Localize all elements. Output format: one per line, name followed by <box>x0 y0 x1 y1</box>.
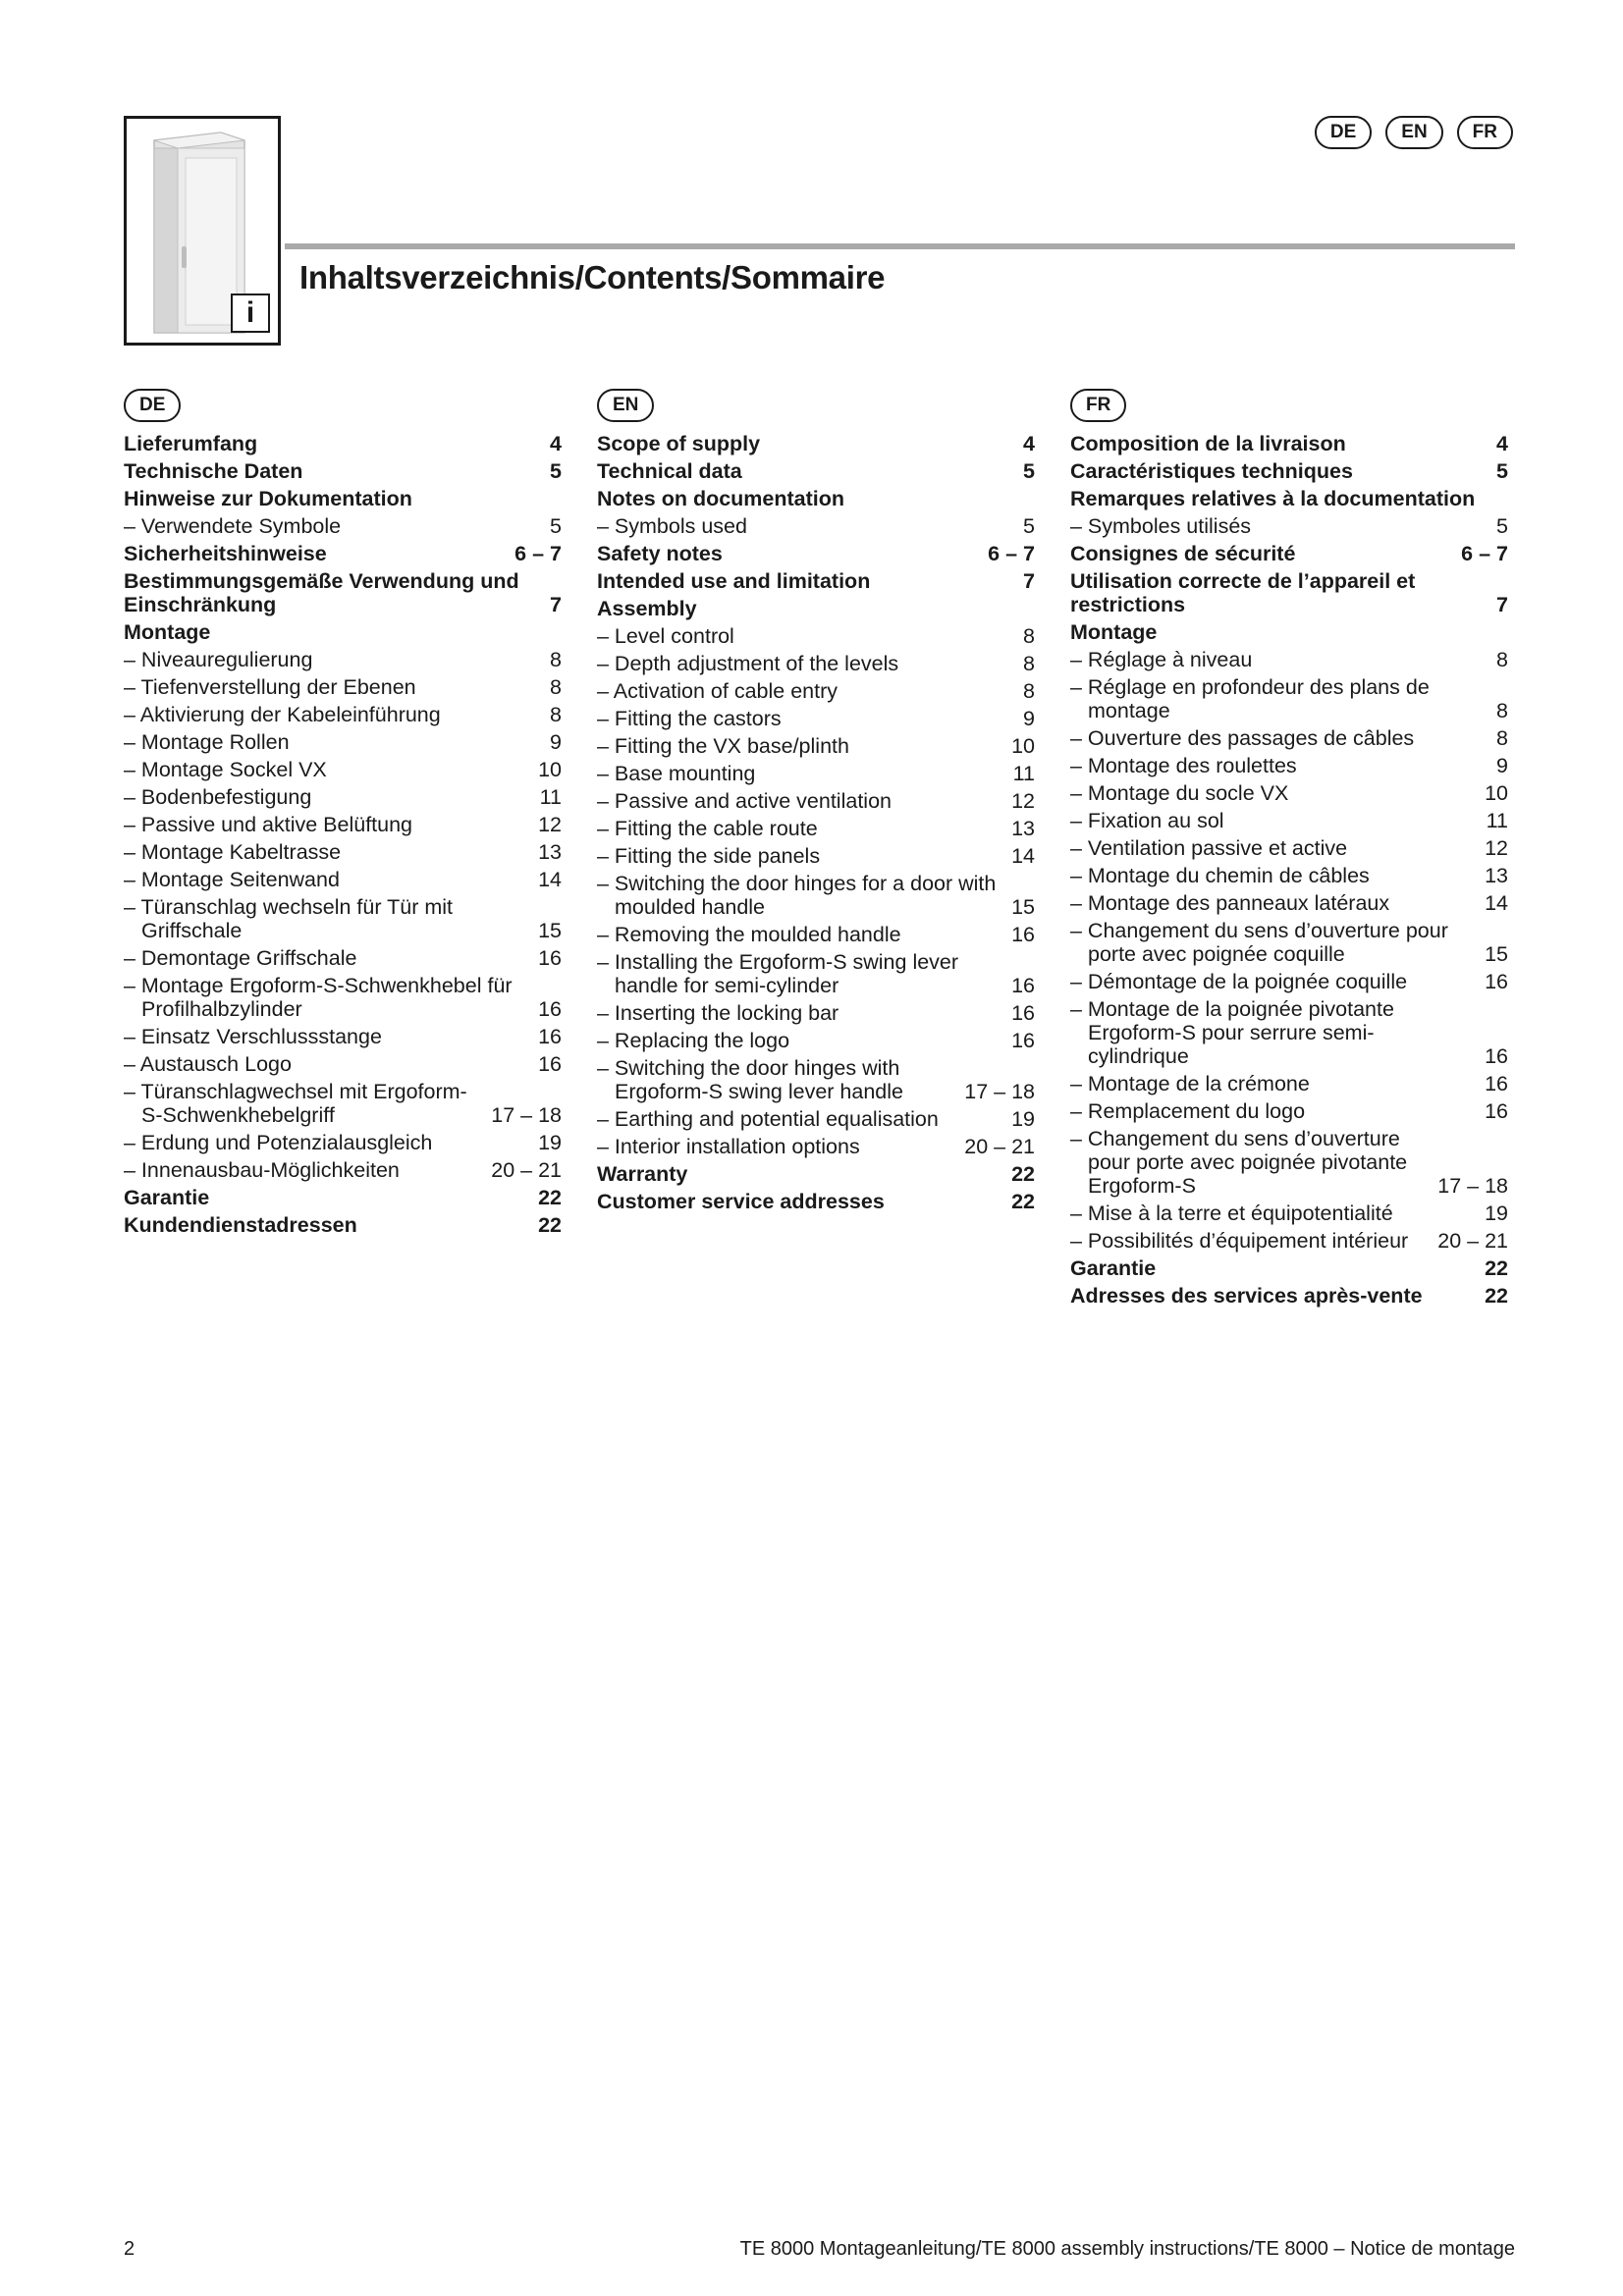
toc-entry-title: – Montage Sockel VX <box>124 758 327 781</box>
toc-entry-page: 13 <box>1485 864 1508 887</box>
toc-entry-page: 13 <box>538 840 562 864</box>
toc-entry-page: 16 <box>1485 1044 1508 1068</box>
toc-entry[interactable] <box>124 432 562 455</box>
toc-column-en <box>597 432 1035 1217</box>
toc-entry-page: 11 <box>1012 762 1035 785</box>
toc-entry[interactable] <box>124 459 562 483</box>
toc-entry-title: Warranty <box>597 1162 688 1186</box>
toc-entry[interactable] <box>124 1080 562 1127</box>
toc-entry-page: 8 <box>550 703 562 726</box>
language-badges <box>1315 116 1513 149</box>
toc-entry[interactable] <box>124 542 562 565</box>
toc-entry-title: – Inserting the locking bar <box>597 1001 839 1025</box>
toc-entry[interactable] <box>124 946 562 970</box>
toc-entry-page: 14 <box>1011 844 1035 868</box>
toc-entry[interactable] <box>124 1213 562 1237</box>
toc-entry[interactable] <box>124 514 562 538</box>
toc-entry-title: – Activation of cable entry <box>597 679 839 703</box>
toc-column-fr <box>1070 432 1508 1311</box>
toc-entry-title: – Base mounting <box>597 762 756 785</box>
toc-entry-title: – Montage du chemin de câbles <box>1070 864 1370 887</box>
toc-entry-title: – Fitting the castors <box>597 707 782 730</box>
toc-entry[interactable] <box>597 1056 1035 1103</box>
toc-entry-title: Garantie <box>1070 1256 1157 1280</box>
document-title-footer: TE 8000 Montageanleitung/TE 8000 assembly instructions/TE 8000 – Notice de montage <box>739 2238 1515 2260</box>
toc-entry-page: 16 <box>1011 923 1035 946</box>
toc-entry-title: – Symboles utilisés <box>1070 514 1252 538</box>
toc-entry[interactable] <box>597 1162 1035 1186</box>
lang-badge-de: DE <box>1315 116 1372 149</box>
toc-entry[interactable] <box>597 597 1035 620</box>
toc-entry[interactable] <box>597 1135 1035 1158</box>
toc-entry-page: 15 <box>538 919 562 942</box>
toc-entry-title: Consignes de sécurité <box>1070 542 1296 565</box>
toc-entry-title: – Replacing the logo <box>597 1029 790 1052</box>
toc-entry-page: 7 <box>1023 569 1035 593</box>
toc-entry[interactable] <box>1070 542 1508 565</box>
toc-entry[interactable] <box>1070 919 1508 966</box>
toc-entry-title: – Tiefenverstellung der Ebenen <box>124 675 416 699</box>
toc-entry-page: 16 <box>1011 974 1035 997</box>
toc-entry[interactable] <box>597 923 1035 946</box>
toc-entry-title: – Changement du sens d’ouverture pour porte avec poignée coquille <box>1070 919 1448 966</box>
toc-entry[interactable] <box>124 895 562 942</box>
toc-entry[interactable] <box>124 813 562 836</box>
toc-entry-title: – Bodenbefestigung <box>124 785 312 809</box>
toc-entry[interactable] <box>1070 891 1508 915</box>
toc-entry-title: Intended use and limitation <box>597 569 871 593</box>
toc-entry-page: 4 <box>550 432 562 455</box>
toc-entry[interactable] <box>1070 726 1508 750</box>
toc-entry-page: 22 <box>1011 1190 1035 1213</box>
toc-entry-title: – Démontage de la poignée coquille <box>1070 970 1408 993</box>
toc-entry-page: 22 <box>538 1186 562 1209</box>
toc-entry-page: 20 – 21 <box>1437 1229 1508 1253</box>
toc-entry-title: – Türanschlag wechseln für Tür mit Griffschale <box>124 895 453 942</box>
toc-entry-title: – Passive and active ventilation <box>597 789 892 813</box>
toc-entry-page: 12 <box>538 813 562 836</box>
toc-entry-page: 14 <box>1485 891 1508 915</box>
toc-entry-page: 7 <box>1496 593 1508 616</box>
toc-entry-title: – Switching the door hinges for a door with moulded handle <box>597 872 997 919</box>
toc-entry-page: 17 – 18 <box>964 1080 1035 1103</box>
toc-entry[interactable] <box>597 950 1035 997</box>
toc-entry-page: 10 <box>538 758 562 781</box>
toc-entry-title: – Montage de la crémone <box>1070 1072 1310 1095</box>
toc-entry-page: 16 <box>1011 1029 1035 1052</box>
toc-entry-title: – Innenausbau-Möglichkeiten <box>124 1158 400 1182</box>
toc-entry[interactable] <box>1070 1099 1508 1123</box>
toc-entry-title: – Niveauregulierung <box>124 648 313 671</box>
toc-entry-page: 4 <box>1023 432 1035 455</box>
toc-entry-page: 22 <box>1485 1284 1508 1308</box>
toc-entry-title: Composition de la livraison <box>1070 432 1346 455</box>
toc-entry-title: – Réglage en profondeur des plans de montage <box>1070 675 1430 722</box>
toc-entry-page: 15 <box>1011 895 1035 919</box>
toc-entry-title: – Montage Rollen <box>124 730 290 754</box>
toc-entry-page: 10 <box>1485 781 1508 805</box>
toc-entry[interactable] <box>597 707 1035 730</box>
toc-entry-page: 12 <box>1011 789 1035 813</box>
toc-entry[interactable] <box>597 652 1035 675</box>
toc-entry-title: – Demontage Griffschale <box>124 946 357 970</box>
toc-entry-title: – Interior installation options <box>597 1135 860 1158</box>
toc-entry[interactable] <box>597 789 1035 813</box>
toc-entry[interactable] <box>124 868 562 891</box>
toc-entry-title: – Fitting the cable route <box>597 817 818 840</box>
toc-entry-page: 11 <box>539 785 562 809</box>
toc-entry[interactable] <box>1070 1072 1508 1095</box>
toc-entry[interactable] <box>1070 432 1508 455</box>
toc-entry-page: 10 <box>1011 734 1035 758</box>
toc-entry[interactable] <box>1070 459 1508 483</box>
toc-entry-page: 12 <box>1485 836 1508 860</box>
toc-entry[interactable] <box>597 679 1035 703</box>
toc-entry-page: 19 <box>1011 1107 1035 1131</box>
toc-entry[interactable] <box>597 734 1035 758</box>
toc-entry-page: 6 – 7 <box>988 542 1035 565</box>
toc-entry[interactable] <box>1070 487 1508 510</box>
toc-entry-title: – Level control <box>597 624 734 648</box>
toc-entry-title: – Installing the Ergoform-S swing lever handle for semi-cylinder <box>597 950 959 997</box>
toc-entry-title: – Austausch Logo <box>124 1052 292 1076</box>
toc-entry[interactable] <box>124 648 562 671</box>
toc-entry[interactable] <box>124 840 562 864</box>
toc-entry-page: 16 <box>1011 1001 1035 1025</box>
toc-entry[interactable] <box>1070 648 1508 671</box>
toc-entry[interactable] <box>597 514 1035 538</box>
toc-entry-page: 6 – 7 <box>514 542 562 565</box>
toc-entry-page: 20 – 21 <box>964 1135 1035 1158</box>
toc-entry-title: – Montage des panneaux latéraux <box>1070 891 1390 915</box>
toc-entry-page: 8 <box>1023 679 1035 703</box>
toc-entry[interactable] <box>1070 781 1508 805</box>
toc-entry[interactable] <box>124 758 562 781</box>
toc-entry-title: – Fitting the side panels <box>597 844 821 868</box>
toc-entry-title: – Mise à la terre et équipotentialité <box>1070 1201 1393 1225</box>
toc-entry-title: Sicherheitshinweise <box>124 542 327 565</box>
toc-entry-page: 16 <box>538 997 562 1021</box>
toc-entry[interactable] <box>124 1131 562 1154</box>
toc-entry[interactable] <box>124 620 562 644</box>
lang-badge-fr: FR <box>1457 116 1513 149</box>
toc-entry[interactable] <box>124 1025 562 1048</box>
toc-entry-title: – Passive und aktive Belüftung <box>124 813 413 836</box>
toc-entry-page: 22 <box>538 1213 562 1237</box>
lang-badge-en: EN <box>1385 116 1442 149</box>
toc-entry-page: 17 – 18 <box>491 1103 562 1127</box>
toc-entry-title: Montage <box>1070 620 1158 644</box>
toc-entry[interactable] <box>124 1158 562 1182</box>
page-number: 2 <box>124 2238 135 2260</box>
toc-entry-title: – Montage Kabeltrasse <box>124 840 342 864</box>
toc-entry[interactable] <box>1070 1229 1508 1253</box>
toc-entry[interactable] <box>597 624 1035 648</box>
toc-entry-page: 5 <box>1023 514 1035 538</box>
toc-entry-page: 7 <box>550 593 562 616</box>
toc-entry[interactable] <box>1070 754 1508 777</box>
toc-entry-title: – Symbols used <box>597 514 747 538</box>
toc-entry-page: 8 <box>1496 648 1508 671</box>
toc-entry-page: 8 <box>550 675 562 699</box>
toc-entry-title: – Removing the moulded handle <box>597 923 901 946</box>
toc-entry-title: – Fitting the VX base/plinth <box>597 734 849 758</box>
toc-entry-title: Remarques relatives à la documentation <box>1070 487 1476 510</box>
toc-entry-title: Safety notes <box>597 542 723 565</box>
toc-entry-title: Customer service addresses <box>597 1190 885 1213</box>
toc-entry-title: – Verwendete Symbole <box>124 514 342 538</box>
toc-entry-page: 17 – 18 <box>1437 1174 1508 1198</box>
page-title: Inhaltsverzeichnis/Contents/Sommaire <box>299 259 886 295</box>
toc-entry-page: 5 <box>1496 459 1508 483</box>
toc-entry-title: Technical data <box>597 459 742 483</box>
toc-entry-page: 9 <box>1496 754 1508 777</box>
toc-entry-title: – Changement du sens d’ouverture pour porte avec poignée pivotante Ergoform-S <box>1070 1127 1408 1198</box>
toc-entry-title: – Remplacement du logo <box>1070 1099 1306 1123</box>
column-badge-en: EN <box>597 389 654 422</box>
toc-entry-title: Scope of supply <box>597 432 761 455</box>
toc-entry[interactable] <box>124 730 562 754</box>
toc-entry-page: 5 <box>1496 514 1508 538</box>
toc-entry[interactable] <box>597 872 1035 919</box>
toc-entry-page: 16 <box>1485 1072 1508 1095</box>
toc-entry-title: Caractéristiques techniques <box>1070 459 1353 483</box>
toc-entry-page: 19 <box>538 1131 562 1154</box>
header-rule <box>285 243 1515 249</box>
toc-entry-title: Lieferumfang <box>124 432 258 455</box>
toc-entry-title: Technische Daten <box>124 459 303 483</box>
toc-entry[interactable] <box>124 785 562 809</box>
toc-entry-page: 16 <box>538 1025 562 1048</box>
toc-entry-page: 22 <box>1485 1256 1508 1280</box>
column-badge-fr: FR <box>1070 389 1126 422</box>
toc-entry-title: – Türanschlagwechsel mit Ergoform-S-Schwenkhebelgriff <box>124 1080 467 1127</box>
toc-entry[interactable] <box>597 817 1035 840</box>
toc-entry[interactable] <box>1070 864 1508 887</box>
toc-entry[interactable] <box>1070 569 1508 616</box>
toc-entry-page: 15 <box>1485 942 1508 966</box>
toc-entry[interactable] <box>1070 620 1508 644</box>
toc-entry-title: – Montage Ergoform-S-Schwenkhebel für Profilhalbzylinder <box>124 974 513 1021</box>
toc-entry-title: – Fixation au sol <box>1070 809 1224 832</box>
toc-entry[interactable] <box>124 703 562 726</box>
toc-entry-title: – Réglage à niveau <box>1070 648 1253 671</box>
toc-entry-page: 16 <box>538 1052 562 1076</box>
toc-entry[interactable] <box>597 762 1035 785</box>
toc-entry-title: Montage <box>124 620 211 644</box>
toc-entry[interactable] <box>597 1107 1035 1131</box>
toc-entry-page: 13 <box>1011 817 1035 840</box>
toc-entry-page: 8 <box>1023 652 1035 675</box>
toc-entry[interactable] <box>597 1190 1035 1213</box>
toc-entry-title: Adresses des services après-vente <box>1070 1284 1423 1308</box>
toc-entry-title: – Montage du socle VX <box>1070 781 1289 805</box>
toc-entry[interactable] <box>1070 514 1508 538</box>
toc-entry-title: – Switching the door hinges with Ergoform-S swing lever handle <box>597 1056 903 1103</box>
toc-entry-title: Bestimmungsgemäße Verwendung und Einschränkung <box>124 569 519 616</box>
toc-entry-title: Notes on documentation <box>597 487 845 510</box>
toc-entry-title: – Montage de la poignée pivotante Ergoform-S pour serrure semi-cylindrique <box>1070 997 1394 1068</box>
toc-entry[interactable] <box>1070 675 1508 722</box>
column-badge-de: DE <box>124 389 181 422</box>
toc-entry[interactable] <box>597 1029 1035 1052</box>
toc-entry-page: 8 <box>550 648 562 671</box>
toc-entry-page: 11 <box>1486 809 1508 832</box>
info-icon: i <box>231 294 270 333</box>
toc-entry[interactable] <box>1070 970 1508 993</box>
toc-entry[interactable] <box>124 1052 562 1076</box>
toc-entry-page: 8 <box>1496 726 1508 750</box>
toc-column-de <box>124 432 562 1241</box>
toc-entry-title: – Erdung und Potenzialausgleich <box>124 1131 433 1154</box>
toc-entry[interactable] <box>124 974 562 1021</box>
toc-entry[interactable] <box>124 569 562 616</box>
toc-entry-page: 20 – 21 <box>491 1158 562 1182</box>
toc-entry-page: 6 – 7 <box>1461 542 1508 565</box>
toc-entry-page: 16 <box>1485 1099 1508 1123</box>
toc-entry[interactable] <box>597 542 1035 565</box>
toc-entry[interactable] <box>1070 1127 1508 1198</box>
toc-entry-title: – Ouverture des passages de câbles <box>1070 726 1415 750</box>
toc-entry-page: 16 <box>538 946 562 970</box>
toc-entry-title: – Earthing and potential equalisation <box>597 1107 939 1131</box>
toc-entry-page: 8 <box>1023 624 1035 648</box>
toc-entry-title: – Depth adjustment of the levels <box>597 652 899 675</box>
toc-entry-page: 8 <box>1496 699 1508 722</box>
toc-entry[interactable] <box>1070 836 1508 860</box>
toc-entry-title: Kundendienstadressen <box>124 1213 357 1237</box>
toc-entry-page: 19 <box>1485 1201 1508 1225</box>
toc-entry-page: 16 <box>1485 970 1508 993</box>
toc-entry-title: – Aktivierung der Kabeleinführung <box>124 703 441 726</box>
toc-entry[interactable] <box>597 1001 1035 1025</box>
toc-entry-title: Garantie <box>124 1186 210 1209</box>
toc-entry[interactable] <box>597 487 1035 510</box>
toc-entry-page: 5 <box>550 459 562 483</box>
toc-entry[interactable] <box>597 432 1035 455</box>
toc-entry[interactable] <box>1070 997 1508 1068</box>
toc-entry[interactable] <box>1070 1256 1508 1280</box>
toc-entry[interactable] <box>1070 1201 1508 1225</box>
toc-entry[interactable] <box>597 569 1035 593</box>
toc-entry-page: 9 <box>1023 707 1035 730</box>
toc-entry[interactable] <box>1070 809 1508 832</box>
toc-entry[interactable] <box>124 487 562 510</box>
toc-entry-page: 22 <box>1011 1162 1035 1186</box>
toc-entry[interactable] <box>597 459 1035 483</box>
toc-entry-page: 4 <box>1496 432 1508 455</box>
toc-entry[interactable] <box>1070 1284 1508 1308</box>
toc-entry-title: Assembly <box>597 597 697 620</box>
toc-entry-page: 14 <box>538 868 562 891</box>
toc-entry-title: Utilisation correcte de l’appareil et restrictions <box>1070 569 1416 616</box>
toc-entry-title: – Montage des roulettes <box>1070 754 1297 777</box>
toc-entry-title: – Einsatz Verschlussstange <box>124 1025 382 1048</box>
toc-entry-page: 5 <box>550 514 562 538</box>
cabinet-icon-box <box>124 116 281 346</box>
toc-entry[interactable] <box>124 675 562 699</box>
toc-entry[interactable] <box>597 844 1035 868</box>
toc-entry-page: 9 <box>550 730 562 754</box>
toc-entry-title: Hinweise zur Dokumentation <box>124 487 412 510</box>
toc-entry[interactable] <box>124 1186 562 1209</box>
toc-entry-title: – Possibilités d’équipement intérieur <box>1070 1229 1409 1253</box>
toc-entry-page: 5 <box>1023 459 1035 483</box>
toc-entry-title: – Ventilation passive et active <box>1070 836 1348 860</box>
toc-entry-title: – Montage Seitenwand <box>124 868 340 891</box>
